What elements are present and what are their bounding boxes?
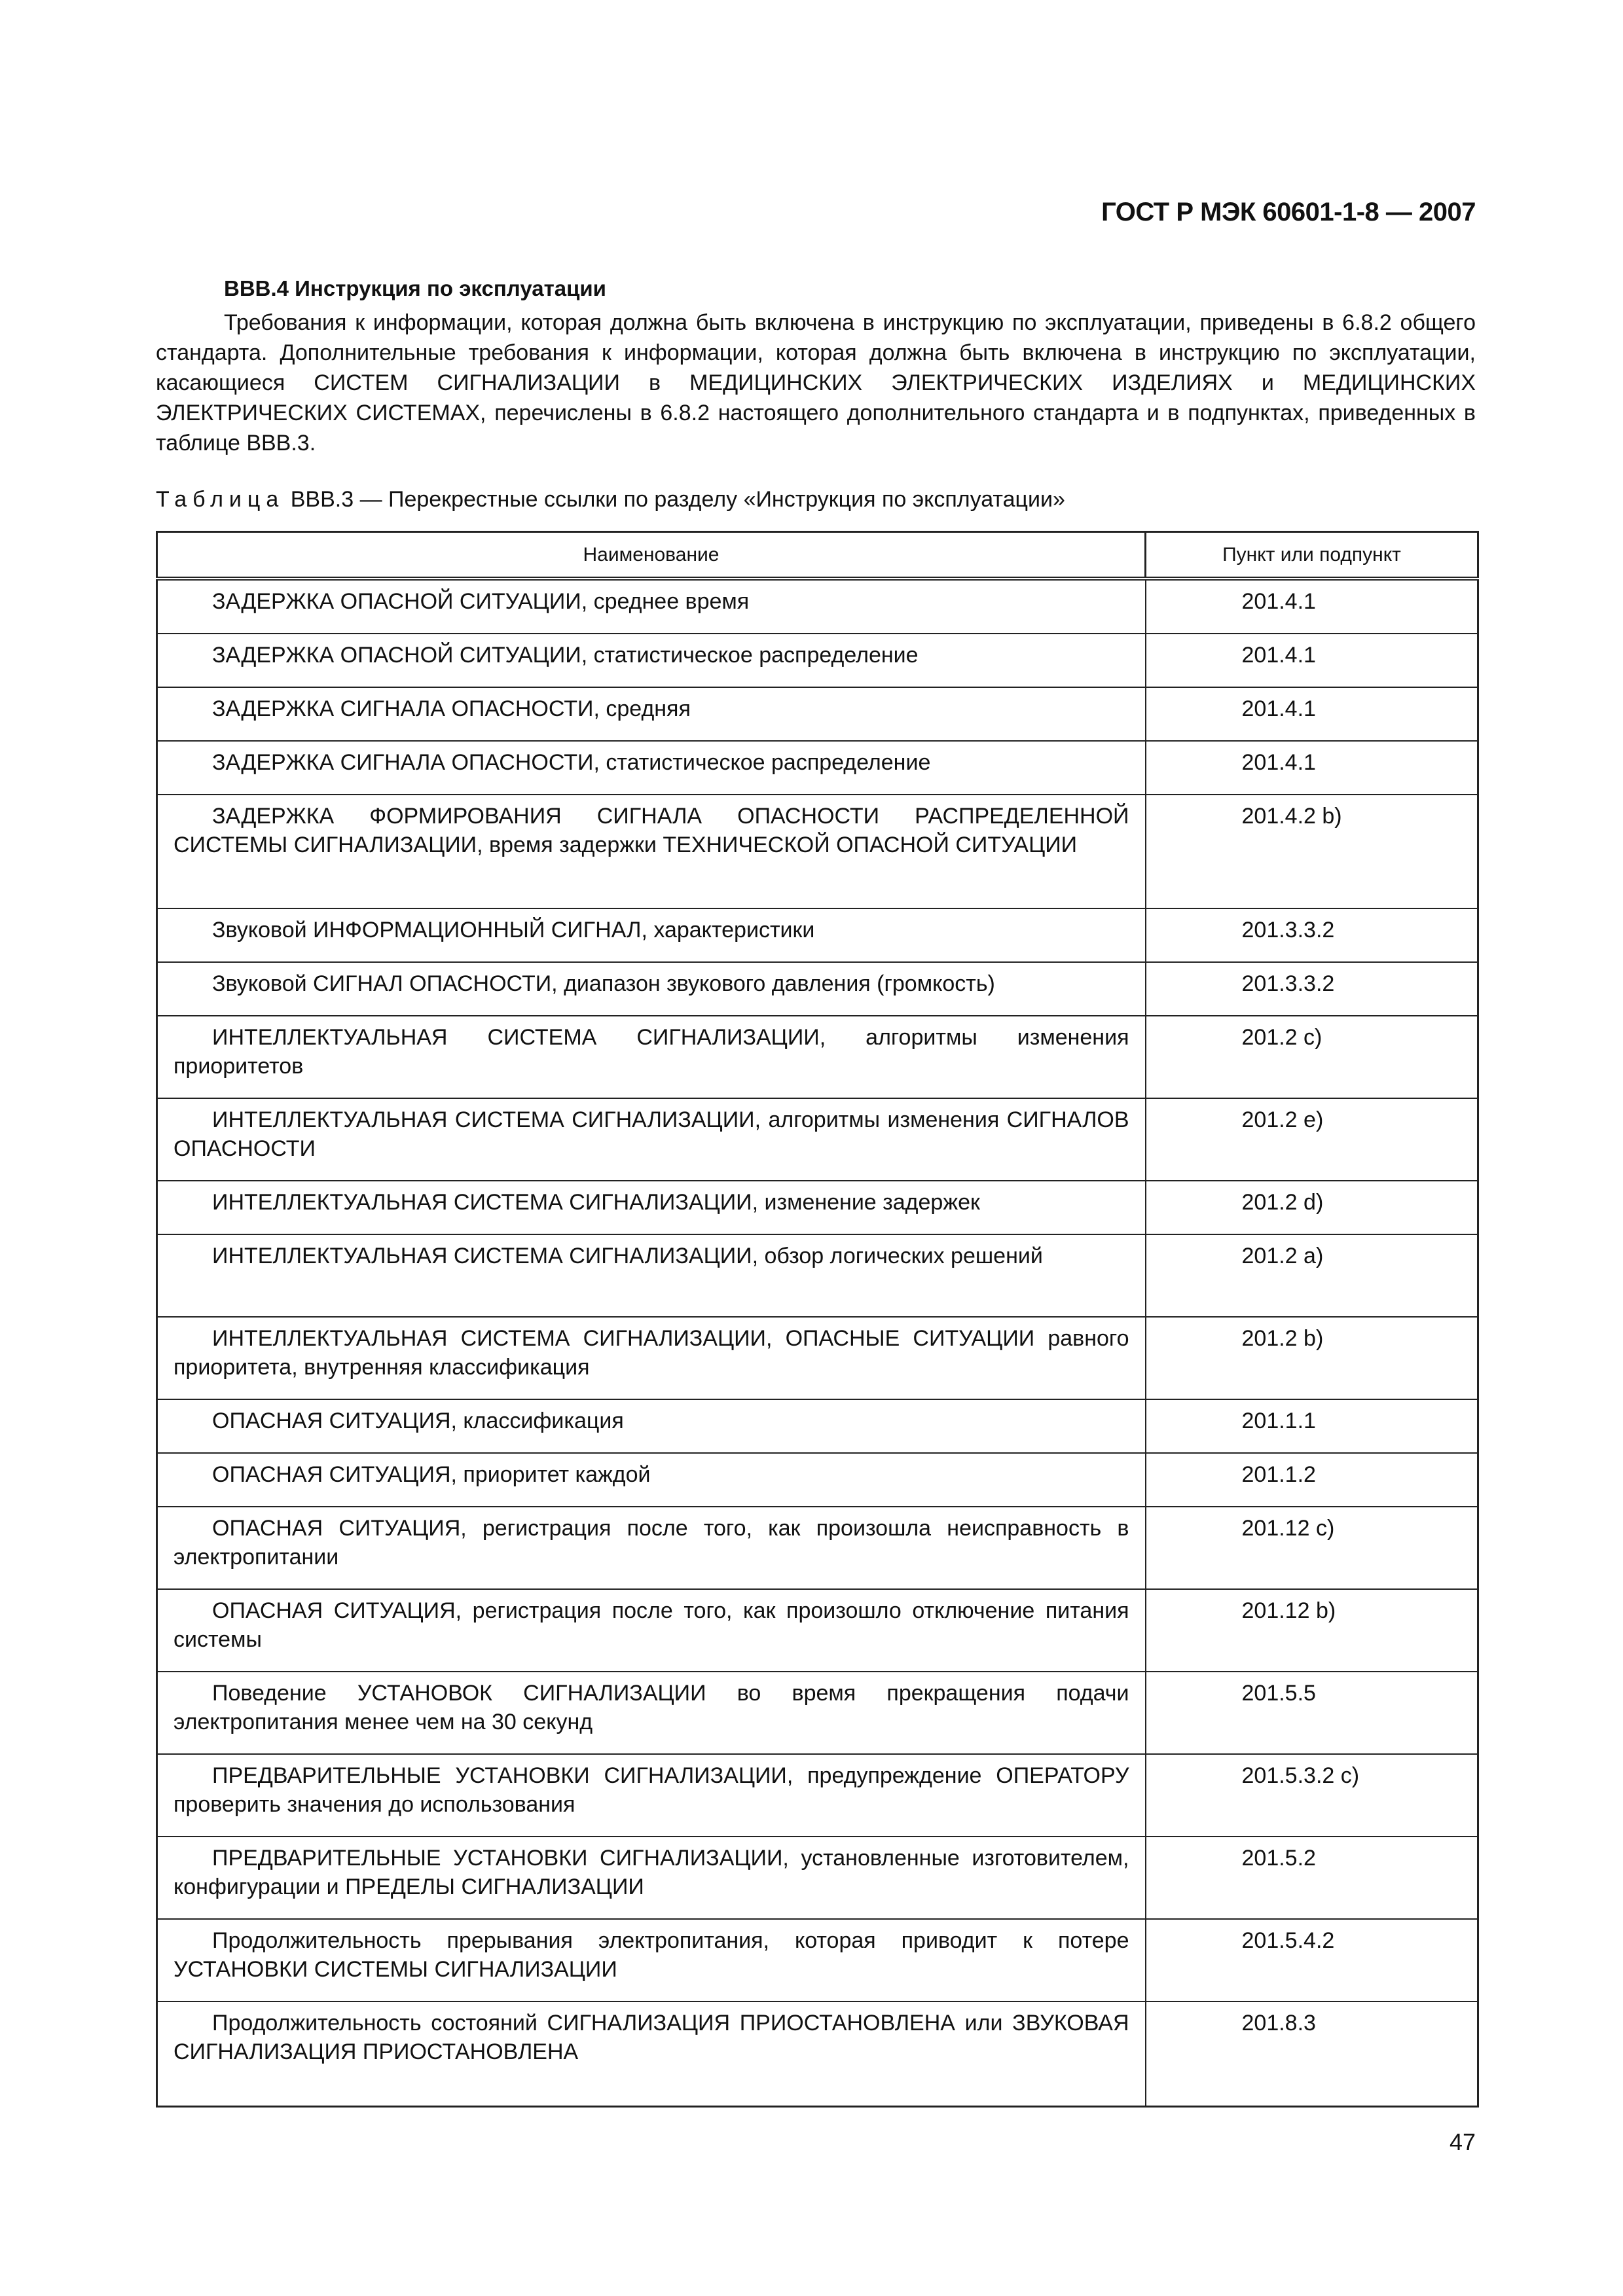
table-row [157,1837,1478,1919]
table-row [157,1453,1478,1507]
row-clause-cell: 201.4.1 [1146,741,1478,795]
section-operating-instructions [156,274,1476,458]
row-clause-cell: 201.2 c) [1146,1016,1478,1098]
table-row [157,1672,1478,1754]
row-name-cell: ЗАДЕРЖКА СИГНАЛА ОПАСНОСТИ, средняя [157,687,1146,741]
table-row [157,687,1478,741]
row-name-cell: Продолжительность состояний СИГНАЛИЗАЦИЯ ПРИОСТАНОВЛЕНА или ЗВУКОВАЯ СИГНАЛИЗАЦИЯ ПРИОСТАНОВЛЕНА [157,2001,1146,2107]
table-row [157,634,1478,687]
column-header-name: Наименование [157,532,1146,579]
table-row [157,1754,1478,1837]
row-clause-cell: 201.4.1 [1146,634,1478,687]
row-name-cell: ОПАСНАЯ СИТУАЦИЯ, приоритет каждой [157,1453,1146,1507]
document-standard-header: ГОСТ Р МЭК 60601-1-8 — 2007 [1101,198,1476,226]
row-clause-cell: 201.3.3.2 [1146,962,1478,1016]
table-row [157,908,1478,962]
table-row [157,1317,1478,1399]
row-clause-cell: 201.8.3 [1146,2001,1478,2107]
row-clause-cell: 201.1.2 [1146,1453,1478,1507]
row-clause-cell: 201.2 b) [1146,1317,1478,1399]
row-name-cell: ОПАСНАЯ СИТУАЦИЯ, регистрация после того, как произошла неисправность в электропитании [157,1507,1146,1589]
row-clause-cell: 201.5.2 [1146,1837,1478,1919]
table-row [157,1016,1478,1098]
row-clause-cell: 201.4.1 [1146,687,1478,741]
table-row [157,795,1478,908]
table-row [157,1181,1478,1234]
row-name-cell: ЗАДЕРЖКА ФОРМИРОВАНИЯ СИГНАЛА ОПАСНОСТИ РАСПРЕДЕЛЕННОЙ СИСТЕМЫ СИГНАЛИЗАЦИИ, время задержки ТЕХНИЧЕСКОЙ ОПАСНОЙ СИТУАЦИИ [157,795,1146,908]
page-number: 47 [1449,2128,1476,2155]
row-name-cell: ОПАСНАЯ СИТУАЦИЯ, классификация [157,1399,1146,1453]
row-clause-cell: 201.4.2 b) [1146,795,1478,908]
row-name-cell: ИНТЕЛЛЕКТУАЛЬНАЯ СИСТЕМА СИГНАЛИЗАЦИИ, ОПАСНЫЕ СИТУАЦИИ равного приоритета, внутренняя классификация [157,1317,1146,1399]
table-row [157,1234,1478,1317]
row-clause-cell: 201.3.3.2 [1146,908,1478,962]
row-name-cell: ИНТЕЛЛЕКТУАЛЬНАЯ СИСТЕМА СИГНАЛИЗАЦИИ, изменение задержек [157,1181,1146,1234]
section-heading: ВВВ.4 Инструкция по эксплуатации [224,276,606,300]
row-name-cell: ИНТЕЛЛЕКТУАЛЬНАЯ СИСТЕМА СИГНАЛИЗАЦИИ, обзор логических решений [157,1234,1146,1317]
table-row [157,1399,1478,1453]
row-name-cell: Звуковой СИГНАЛ ОПАСНОСТИ, диапазон звукового давления (громкость) [157,962,1146,1016]
table-row [157,1919,1478,2001]
row-name-cell: ПРЕДВАРИТЕЛЬНЫЕ УСТАНОВКИ СИГНАЛИЗАЦИИ, предупреждение ОПЕРАТОРУ проверить значения до использования [157,1754,1146,1837]
column-header-clause: Пункт или подпункт [1146,532,1478,579]
row-clause-cell: 201.5.4.2 [1146,1919,1478,2001]
row-clause-cell: 201.5.5 [1146,1672,1478,1754]
section-body-text: Требования к информации, которая должна быть включена в инструкцию по эксплуатации, приведены в 6.8.2 общего стандарта. Дополнительные требования к информации, которая должна быть включена в инструкцию по эксплуатации, касающиеся СИСТЕМ СИГНАЛИЗАЦИИ в МЕДИЦИНСКИХ ЭЛЕКТРИЧЕСКИХ ИЗДЕЛИЯХ и МЕДИЦИНСКИХ ЭЛЕКТРИЧЕСКИХ СИСТЕМАХ, перечислены в 6.8.2 настоящего дополнительного стандарта и в подпунктах, приведенных в таблице ВВВ.3. [156,310,1476,456]
row-clause-cell: 201.2 a) [1146,1234,1478,1317]
row-name-cell: Звуковой ИНФОРМАЦИОННЫЙ СИГНАЛ, характеристики [157,908,1146,962]
row-name-cell: Поведение УСТАНОВОК СИГНАЛИЗАЦИИ во время прекращения подачи электропитания менее чем на 30 секунд [157,1672,1146,1754]
row-clause-cell: 201.2 e) [1146,1098,1478,1181]
table-caption [156,484,1065,514]
row-clause-cell: 201.4.1 [1146,579,1478,634]
row-clause-cell: 201.2 d) [1146,1181,1478,1234]
table-header-row [157,532,1478,579]
table-row [157,962,1478,1016]
table-row [157,741,1478,795]
row-name-cell: ИНТЕЛЛЕКТУАЛЬНАЯ СИСТЕМА СИГНАЛИЗАЦИИ, алгоритмы изменения СИГНАЛОВ ОПАСНОСТИ [157,1098,1146,1181]
table-caption-text: ВВВ.3 — Перекрестные ссылки по разделу «Инструкция по эксплуатации» [284,487,1065,512]
table-caption-label: Таблица [156,487,285,512]
row-name-cell: ЗАДЕРЖКА ОПАСНОЙ СИТУАЦИИ, статистическое распределение [157,634,1146,687]
row-name-cell: ПРЕДВАРИТЕЛЬНЫЕ УСТАНОВКИ СИГНАЛИЗАЦИИ, установленные изготовителем, конфигурации и ПРЕДЕЛЫ СИГНАЛИЗАЦИИ [157,1837,1146,1919]
row-name-cell: ИНТЕЛЛЕКТУАЛЬНАЯ СИСТЕМА СИГНАЛИЗАЦИИ, алгоритмы изменения приоритетов [157,1016,1146,1098]
table-row [157,1589,1478,1672]
row-name-cell: Продолжительность прерывания электропитания, которая приводит к потере УСТАНОВКИ СИСТЕМЫ СИГНАЛИЗАЦИИ [157,1919,1146,2001]
row-name-cell: ЗАДЕРЖКА СИГНАЛА ОПАСНОСТИ, статистическое распределение [157,741,1146,795]
table-row [157,1507,1478,1589]
table-row [157,579,1478,634]
row-clause-cell: 201.1.1 [1146,1399,1478,1453]
row-name-cell: ОПАСНАЯ СИТУАЦИЯ, регистрация после того, как произошло отключение питания системы [157,1589,1146,1672]
row-clause-cell: 201.5.3.2 c) [1146,1754,1478,1837]
row-clause-cell: 201.12 c) [1146,1507,1478,1589]
row-clause-cell: 201.12 b) [1146,1589,1478,1672]
table-row [157,1098,1478,1181]
table-row [157,2001,1478,2107]
row-name-cell: ЗАДЕРЖКА ОПАСНОЙ СИТУАЦИИ, среднее время [157,579,1146,634]
cross-reference-table [156,531,1479,2108]
